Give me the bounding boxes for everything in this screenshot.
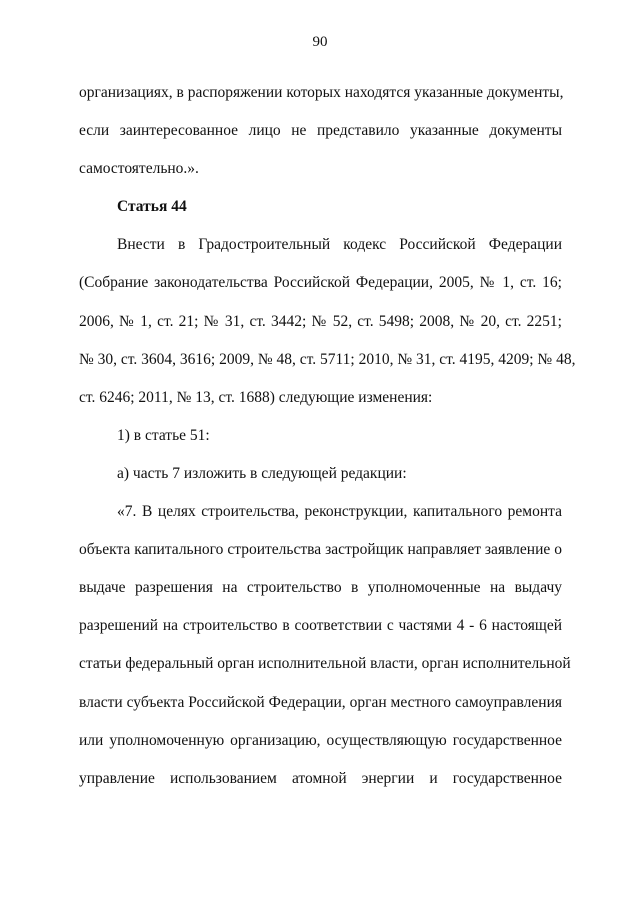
text-line: статьи федеральный орган исполнительной власти, орган исполнительной xyxy=(79,655,571,673)
text-line: № 30, ст. 3604, 3616; 2009, № 48, ст. 5711; 2010, № 31, ст. 4195, 4209; № 48, xyxy=(79,350,576,368)
text-line: или уполномоченную организацию, осуществляющую государственное xyxy=(79,731,562,749)
list-subitem: а) часть 7 изложить в следующей редакции: xyxy=(117,464,407,482)
text-line: разрешений на строительство в соответствии с частями 4 - 6 настоящей xyxy=(79,617,562,635)
text-line: власти субъекта Российской Федерации, орган местного самоуправления xyxy=(79,693,562,711)
page-number: 90 xyxy=(312,34,328,50)
list-item: 1) в статье 51: xyxy=(117,426,210,444)
document-body xyxy=(79,74,576,798)
text-line: ст. 6246; 2011, № 13, ст. 1688) следующие изменения: xyxy=(79,388,433,406)
text-line: объекта капитального строительства застройщик направляет заявление о xyxy=(79,541,562,559)
text-line: Внести в Градостроительный кодекс Российской Федерации xyxy=(117,236,562,254)
text-line: (Собрание законодательства Российской Федерации, 2005, № 1, ст. 16; xyxy=(79,274,562,292)
text-line: если заинтересованное лицо не представило указанные документы xyxy=(79,122,562,140)
text-line: организациях, в распоряжении которых находятся указанные документы, xyxy=(79,84,564,101)
article-heading: Статья 44 xyxy=(117,198,187,216)
text-line: управление использованием атомной энергии и государственное xyxy=(79,769,562,787)
text-line: самостоятельно.». xyxy=(79,160,199,178)
text-line: 2006, № 1, ст. 21; № 31, ст. 3442; № 52, ст. 5498; 2008, № 20, ст. 2251; xyxy=(79,312,562,330)
text-line: выдаче разрешения на строительство в уполномоченные на выдачу xyxy=(79,579,562,597)
text-line: «7. В целях строительства, реконструкции, капитального ремонта xyxy=(117,503,562,521)
